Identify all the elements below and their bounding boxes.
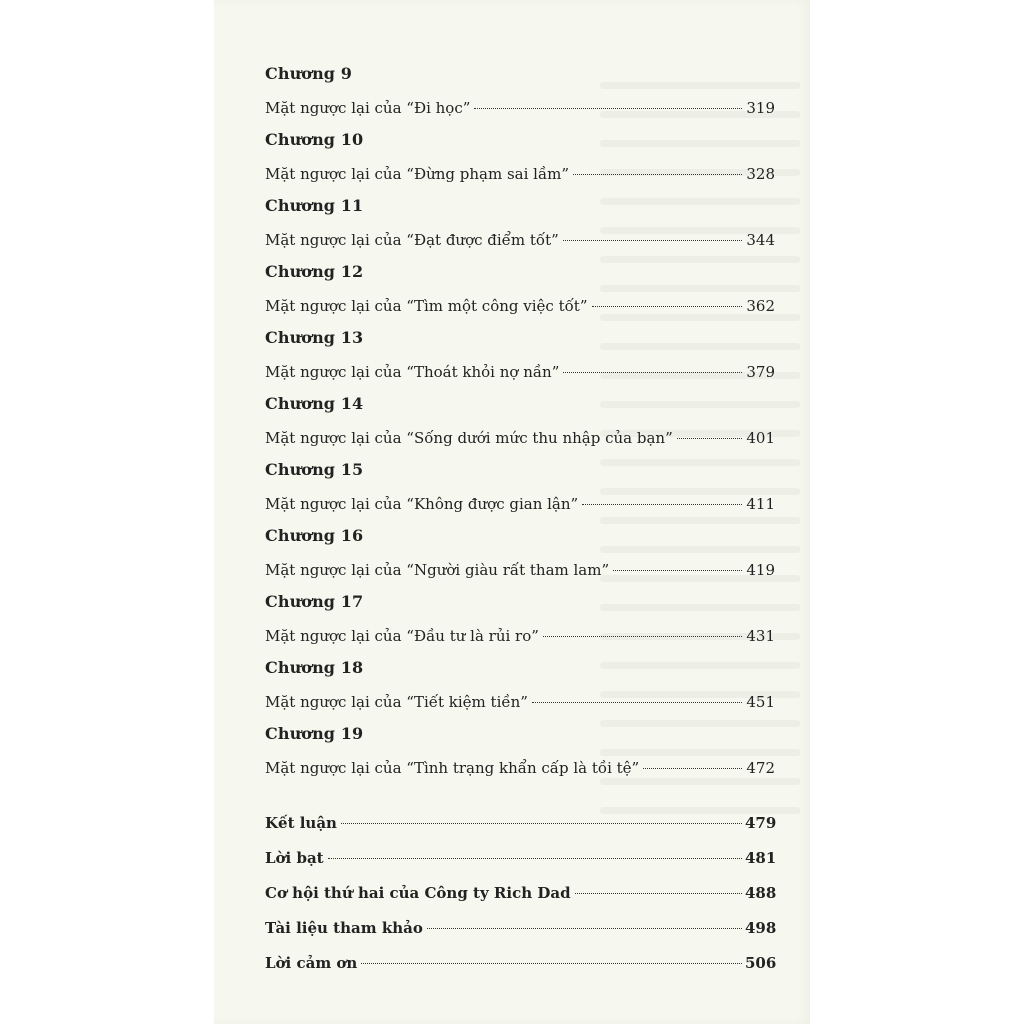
chapter-heading: Chương 15 (265, 460, 364, 479)
entry-title: Mặt ngược lại của “Không được gian lận” (265, 495, 579, 513)
dot-leader (677, 438, 742, 439)
toc-entry (265, 624, 775, 648)
toc-entry (265, 228, 775, 252)
toc-entry (265, 558, 775, 582)
chapter-heading: Chương 17 (265, 592, 364, 611)
page-number: 362 (746, 297, 775, 315)
dot-leader (474, 108, 742, 109)
chapter-heading: Chương 13 (265, 328, 364, 347)
dot-leader (543, 636, 742, 637)
dot-leader (575, 893, 742, 894)
toc-entry (265, 96, 775, 120)
dot-leader (613, 570, 742, 571)
entry-title: Mặt ngược lại của “Đầu tư là rủi ro” (265, 627, 539, 645)
page-number: 506 (745, 954, 777, 972)
dot-leader (361, 963, 742, 964)
entry-title: Mặt ngược lại của “Tình trạng khẩn cấp là tồi tệ” (265, 759, 640, 777)
page-number: 411 (746, 495, 775, 513)
toc-entry (265, 876, 775, 911)
dot-leader (643, 768, 742, 769)
dot-leader (341, 823, 742, 824)
toc-entry (265, 911, 775, 946)
dot-leader (582, 504, 742, 505)
entry-title: Mặt ngược lại của “Thoát khỏi nợ nần” (265, 363, 560, 381)
chapter-list (265, 62, 775, 780)
page-number: 479 (745, 814, 777, 832)
back-matter-list (265, 806, 775, 981)
page-number: 488 (745, 884, 777, 902)
entry-title: Cơ hội thứ hai của Công ty Rich Dad (265, 884, 571, 902)
page-number: 419 (746, 561, 775, 579)
dot-leader (563, 372, 742, 373)
toc-entry (265, 756, 775, 780)
page-number: 379 (746, 363, 775, 381)
entry-title: Mặt ngược lại của “Tìm một công việc tốt” (265, 297, 588, 315)
dot-leader (563, 240, 742, 241)
chapter-heading: Chương 14 (265, 394, 364, 413)
chapter-heading: Chương 10 (265, 130, 364, 149)
chapter-heading: Chương 9 (265, 64, 352, 83)
entry-title: Lời cảm ơn (265, 954, 358, 972)
entry-title: Mặt ngược lại của “Tiết kiệm tiền” (265, 693, 528, 711)
toc-entry (265, 946, 775, 981)
chapter-heading: Chương 16 (265, 526, 364, 545)
toc-entry (265, 841, 775, 876)
table-of-contents (265, 62, 775, 981)
page-number: 401 (746, 429, 775, 447)
page-number: 472 (746, 759, 775, 777)
dot-leader (427, 928, 742, 929)
page-number: 319 (746, 99, 775, 117)
entry-title: Kết luận (265, 814, 337, 832)
chapter-heading: Chương 12 (265, 262, 364, 281)
page-number: 498 (745, 919, 777, 937)
dot-leader (532, 702, 742, 703)
chapter-heading: Chương 18 (265, 658, 364, 677)
dot-leader (592, 306, 743, 307)
toc-entry (265, 162, 775, 186)
dot-leader (573, 174, 742, 175)
toc-entry (265, 492, 775, 516)
dot-leader (328, 858, 742, 859)
toc-entry (265, 360, 775, 384)
page-number: 451 (746, 693, 775, 711)
toc-entry (265, 690, 775, 714)
toc-entry (265, 806, 775, 841)
entry-title: Lời bạt (265, 849, 324, 867)
toc-entry (265, 294, 775, 318)
entry-title: Tài liệu tham khảo (265, 919, 423, 937)
entry-title: Mặt ngược lại của “Sống dưới mức thu nhập của bạn” (265, 429, 673, 447)
page-number: 431 (746, 627, 775, 645)
entry-title: Mặt ngược lại của “Đi học” (265, 99, 471, 117)
page-number: 328 (746, 165, 775, 183)
chapter-heading: Chương 19 (265, 724, 364, 743)
toc-entry (265, 426, 775, 450)
page-number: 344 (746, 231, 775, 249)
page-number: 481 (745, 849, 777, 867)
entry-title: Mặt ngược lại của “Người giàu rất tham lam” (265, 561, 610, 579)
entry-title: Mặt ngược lại của “Đừng phạm sai lầm” (265, 165, 570, 183)
chapter-heading: Chương 11 (265, 196, 364, 215)
entry-title: Mặt ngược lại của “Đạt được điểm tốt” (265, 231, 559, 249)
